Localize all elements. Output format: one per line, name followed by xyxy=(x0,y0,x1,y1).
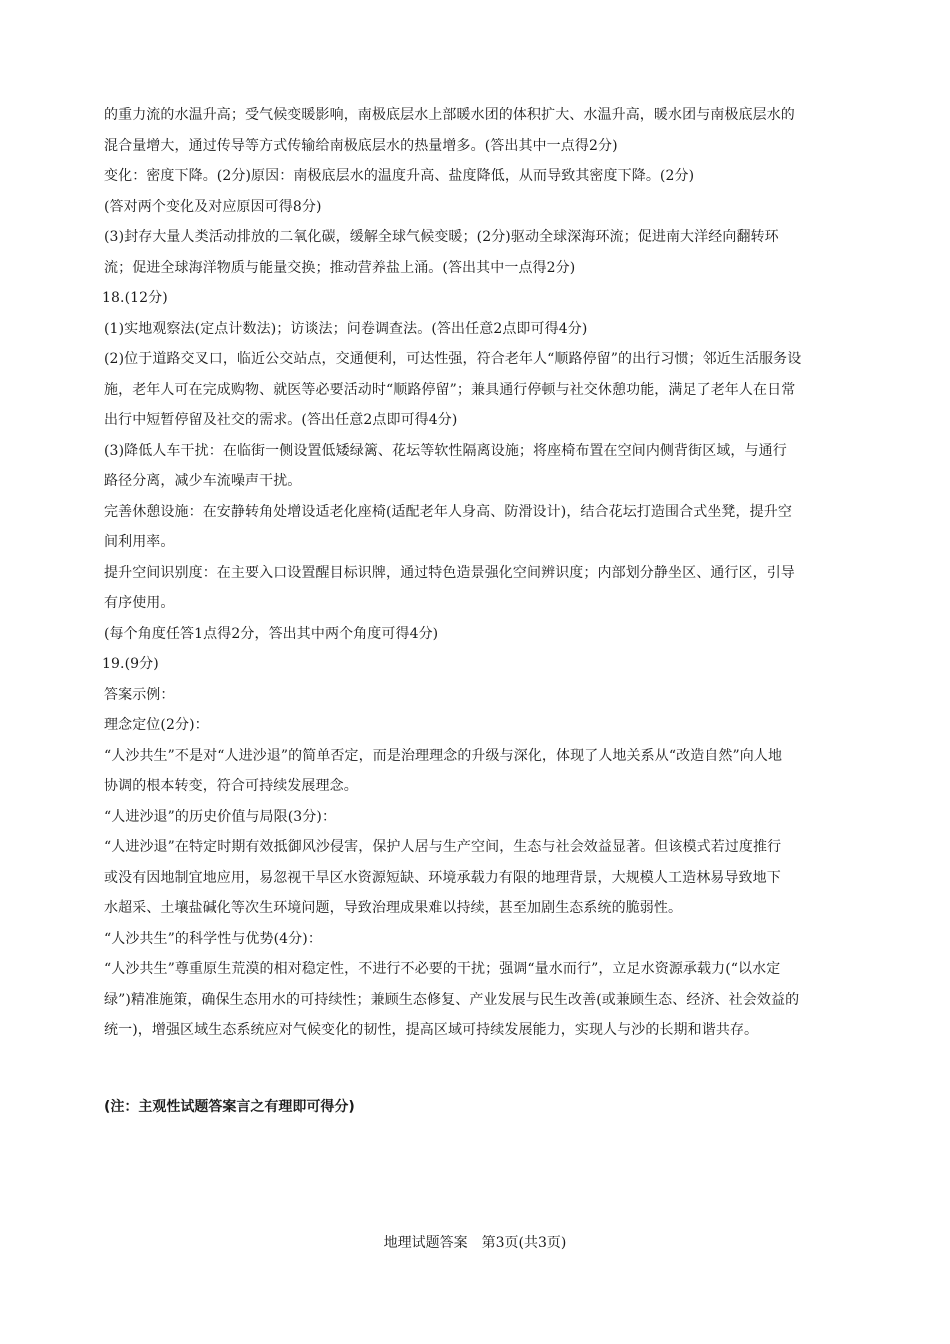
answer-content xyxy=(104,100,874,1046)
page-footer: 地理试题答案 第3页(共3页) xyxy=(383,1235,567,1251)
text-line: 或没有因地制宜地应用，易忽视干旱区水资源短缺、环境承载力有限的地理背景，大规模人工造林易导致地下 xyxy=(104,869,781,886)
text-line: 施，老年人可在完成购物、就医等必要活动时“顺路停留”；兼具通行停顿与社交休憩功能，满足了老年人在日常 xyxy=(104,381,796,398)
text-line: “人沙共生”不是对“人进沙退”的简单否定，而是治理理念的升级与深化，体现了人地关系从“改造自然”向人地 xyxy=(104,747,783,764)
text-line: 路径分离，减少车流噪声干扰。 xyxy=(104,473,302,489)
text-line: 有序使用。 xyxy=(104,595,175,611)
text-line: “人进沙退”的历史价值与局限(3分)： xyxy=(104,808,337,825)
text-line: (3)封存大量人类活动排放的二氧化碳，缓解全球气候变暖；(2分)驱动全球深海环流；促进南大洋经向翻转环 xyxy=(104,229,779,245)
text-line: “人沙共生”的科学性与优势(4分)： xyxy=(104,930,322,947)
text-line: 完善休憩设施：在安静转角处增设适老化座椅(适配老年人身高、防滑设计)，结合花坛打造围合式坐凳，提升空 xyxy=(104,503,792,520)
text-line: “人沙共生”尊重原生荒漠的相对稳定性，不进行不必要的干扰；强调“量水而行”，立足水资源承载力(“以水定 xyxy=(104,961,781,977)
text-line: (每个角度任答1点得2分，答出其中两个角度可得4分) xyxy=(104,625,439,642)
text-line: 变化：密度下降。(2分)原因：南极底层水的温度升高、盐度降低，从而导致其密度下降。(2分) xyxy=(104,168,695,184)
text-line: 统一)，增强区域生态系统应对气候变化的韧性，提高区域可持续发展能力，实现人与沙的长期和谐共存。 xyxy=(104,1022,759,1038)
text-line: 理念定位(2分)： xyxy=(104,717,209,733)
text-line: 提升空间识别度：在主要入口设置醒目标识牌，通过特色造景强化空间辨识度；内部划分静坐区、通行区，引导 xyxy=(104,564,795,581)
text-line: (1)实地观察法(定点计数法)；访谈法；问卷调查法。(答出任意2点即可得4分) xyxy=(104,320,588,337)
text-line: “人进沙退”在特定时期有效抵御风沙侵害，保护人居与生产空间，生态与社会效益显著。但该模式若过度推行 xyxy=(104,839,782,855)
text-line: 答案示例： xyxy=(104,686,175,703)
text-line: (2)位于道路交叉口，临近公交站点，交通便利，可达性强，符合老年人“顺路停留”的出行习惯；邻近生活服务设 xyxy=(104,351,802,367)
text-line: 间利用率。 xyxy=(104,534,175,550)
question-18-heading: 18.(12分) xyxy=(102,290,168,306)
text-line: (答对两个变化及对应原因可得8分) xyxy=(104,198,322,215)
text-line: 出行中短暂停留及社交的需求。(答出任意2点即可得4分) xyxy=(104,412,458,428)
text-line: 流；促进全球海洋物质与能量交换；推动营养盐上涌。(答出其中一点得2分) xyxy=(104,259,576,276)
text-line: 绿”)精准施策，确保生态用水的可持续性；兼顾生态修复、产业发展与民生改善(或兼顾生态、经济、社会效益的 xyxy=(104,991,800,1008)
text-line: 的重力流的水温升高；受气候变暖影响，南极底层水上部暖水团的体积扩大、水温升高，暖水团与南极底层水的 xyxy=(104,107,795,123)
grading-note: (注：主观性试题答案言之有理即可得分) xyxy=(104,1099,355,1115)
text-line: 水超采、土壤盐碱化等次生环境问题，导致治理成果难以持续，甚至加剧生态系统的脆弱性。 xyxy=(104,900,683,916)
text-line: 混合量增大，通过传导等方式传输给南极底层水的热量增多。(答出其中一点得2分) xyxy=(104,137,618,154)
question-19-heading: 19.(9分) xyxy=(102,656,159,672)
text-line: (3)降低人车干扰：在临街一侧设置低矮绿篱、花坛等软性隔离设施；将座椅布置在空间内侧背街区域，与通行 xyxy=(104,442,787,459)
text-line: 协调的根本转变，符合可持续发展理念。 xyxy=(104,778,358,794)
